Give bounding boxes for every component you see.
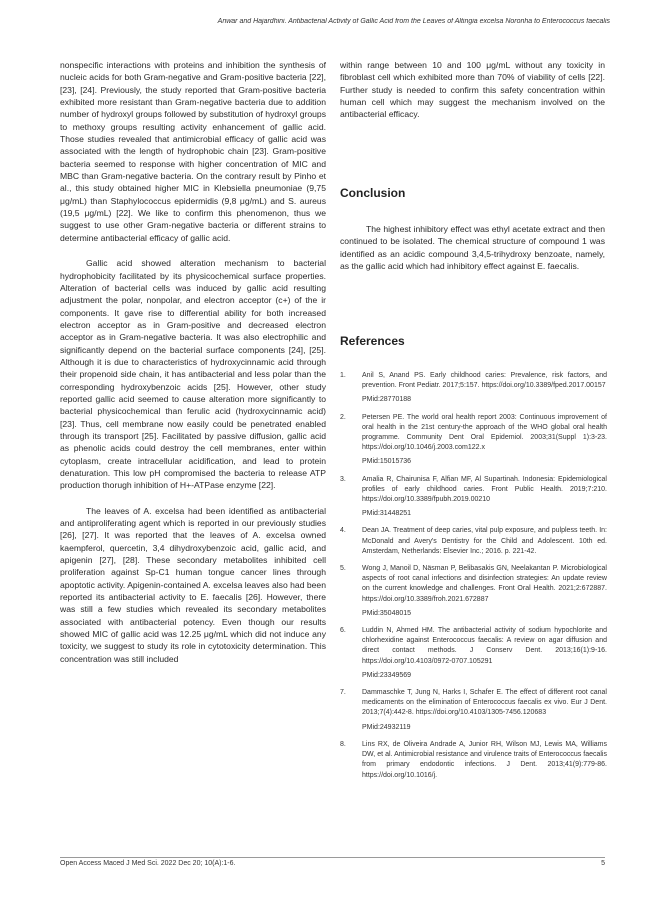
reference-pmid: PMid:31448251 bbox=[362, 510, 412, 518]
reference-text: Luddin N, Ahmed HM. The antibacterial activity of sodium hypochlorite and chlorhexidine against Enterococcus faecalis: A review on agar diffusion and direct contact methods. J Conserv Dent. 2013;16(1):9-16. https://doi.org/10.4103/0972-0707.105291 bbox=[362, 627, 607, 665]
reference-pmid: PMid:24932119 bbox=[362, 723, 411, 731]
reference-item bbox=[340, 740, 607, 781]
reference-number: 1. bbox=[340, 372, 346, 379]
reference-number: 7. bbox=[340, 689, 346, 697]
reference-text: Dean JA. Treatment of deep caries, vital pulp exposure, and pulpless teeth. In: McDonald and Avery's Dentistry for the Child and Adolescent. 10th ed. Amsterdam, Netherlands: Elsevier Inc.; 2016. p. 221-42. bbox=[362, 527, 607, 555]
reference-item bbox=[340, 413, 607, 468]
reference-text: Petersen PE. The world oral health report 2003: Continuous improvement of oral health in the 21st century-the approach of the WHO global oral health programme. Community Dent Oral Epidemiol. 2003;31(Suppl 1):3-23. https://doi.org/10.1046/j.2003.com122.x bbox=[362, 413, 607, 452]
reference-item bbox=[340, 371, 607, 406]
reference-item bbox=[340, 688, 607, 733]
reference-text: Amalia R, Chairunisa F, Alfian MF, Al Supartinah. Indonesia: Epidemiological profiles of early childhood caries. Front Public Health. 2019;7:210. https://doi.org/10.3389/fpubh.2019.00210 bbox=[362, 475, 607, 504]
conclusion-heading: Conclusion bbox=[340, 186, 406, 200]
references-heading: References bbox=[340, 334, 405, 348]
page-footer bbox=[60, 857, 605, 867]
reference-pmid: PMid:28770188 bbox=[362, 396, 412, 404]
reference-number: 4. bbox=[340, 527, 346, 535]
body-paragraph-3: The leaves of A. excelsa had been identified as antibacterial and antiproliferating agent which is reported in our previously studies [26], [27]. It was reported that the leaves of A. excelsa owned kaempferol, quercetin, 3,4 dihydroxybenzoic acid, gallic acid, and apigenin [27], [28]. These secondary metabolites inhibited cell proliferation against Sp-C1 human tongue cancer lines through apoptotic activity. Apigenin-contained A. excelsa leaves also had been reported its antibacterial activity to E. faecalis [26]. However, there was still a few studies which revealed its secondary metabolites associated with antibacterial potency. Even though our results showed MIC of gallic acid was 12.25 μg/mL which did not induce any toxicity, we suggest to study its role in cytotoxicity determination. This concentration was still included bbox=[60, 505, 326, 664]
reference-item bbox=[340, 475, 607, 520]
running-header: Anwar and Hajardhini. Antibacterial Activity of Gallic Acid from the Leaves of Altingia excelsa Noronha to Enterococcus faecalis bbox=[217, 18, 610, 25]
footer-citation: Open Access Maced J Med Sci. 2022 Dec 20; 10(A):1-6. bbox=[60, 860, 236, 867]
reference-list bbox=[340, 371, 607, 788]
reference-number: 2. bbox=[340, 413, 346, 421]
reference-text: Anil S, Anand PS. Early childhood caries: Prevalence, risk factors, and prevention. Front Pediatr. 2017;5:157. https://doi.org/10.3389/fped.2017.00157 bbox=[362, 372, 607, 390]
page-number: 5 bbox=[601, 860, 605, 867]
reference-pmid: PMid:23349569 bbox=[362, 671, 412, 679]
left-column bbox=[60, 59, 326, 665]
body-paragraph-2: Gallic acid showed alteration mechanism to bacterial hydrophobicity facilitated by its physicochemical surface properties. Alteration of bacterial cells was induced by gallic acid resulting adjustment the polar, nonpolar, and electron acceptor (c+) of the ir components. It gave rise to differential ability for both increased electron acceptor as in Gram-positive and decreased electron acceptor as in Gram-negative bacteria. It was also electrophilic and significantly depend on the bacterial surface components [24], [25]. Although it is due to characteristics of hydroxycinnamic acid through their propenoid side chain, it has antibacterial and less polar than the corresponding hydroxybenzoic acids [25]. However, other study reported gallic acid seemed to cause alteration more significantly to bacterial physicochemical than ferulic acid (hydroxycinnamic acid) [23]. Thus, cell membrane now easily could be penetrated enabled through its transport [25]. Facilitated by passive diffusion, gallic acid as phenolic acids could destroy the cell membranes, enter within cytoplasm, create intracellular acidification, and lead to protein denaturation. This low pH compromised the bacteria to release ATP production thorugh inhibition of H+-ATPase enzyme [22]. bbox=[60, 258, 326, 491]
right-column-continuation bbox=[340, 59, 605, 121]
reference-number: 6. bbox=[340, 627, 346, 635]
reference-number: 8. bbox=[340, 740, 346, 748]
reference-text: Dammaschke T, Jung N, Harks I, Schafer E. The effect of different root canal medicaments on the elimination of Enterococcus faecalis ex vivo. Eur J Dent. 2013;7(4):442-8. https://doi.org/10.4103/1305-7456.120683 bbox=[362, 689, 607, 717]
reference-item bbox=[340, 564, 607, 619]
reference-text: Wong J, Manoil D, Näsman P, Belibasakis GN, Neelakantan P. Microbiological aspects of root canal infections and disinfection strategies: An update review on the current knowledge and challenges. Front Oral Health. 2021;2:672887. https://doi.org/10.3389/froh.2021.672887 bbox=[362, 565, 607, 603]
reference-text: Lins RX, de Oliveira Andrade A, Junior RH, Wilson MJ, Lewis MA, Williams DW, et al. Antimicrobial resistance and virulence traits of Enterococcus faecalis from primary endodontic infections. J Dent. 2013;41(9):779-86. https://doi.org/10.1016/j. bbox=[362, 740, 607, 779]
reference-item bbox=[340, 626, 607, 681]
reference-item bbox=[340, 526, 607, 557]
reference-number: 3. bbox=[340, 475, 346, 483]
body-paragraph-continuation: within range between 10 and 100 μg/mL without any toxicity in fibroblast cell which exhibited more than 70% of viability of cells [22]. Further study is needed to confirm this safety concentration within human cell which may suggest the mechanism involved on the antibacterial efficacy. bbox=[340, 60, 605, 120]
body-paragraph-1: nonspecific interactions with proteins and inhibition the synthesis of nucleic acids for both Gram-negative and Gram-positive bacteria [22], [23], [24]. Previously, the study reported that Gram-positive bacteria exhibited more resistant than Gram-negative bacteria due to addition number of hydroxyl groups followed by substitution of hydroxyl groups to methoxy groups resulting activity enhancement of gallic acid. Those studies revealed that antimicrobial efficacy of gallic acid was associated with the length of hydrophobic chain [23]. Gram-positive bacteria seemed to response with higher concentration of MIC and MBC than Gram-negative bacteria. On the contrary result by Pinho et al., this study obtained higher MIC in Klebsiella pneumoniae (9,75 μg/mL) than Staphylococcus epidermidis (9,8 μg/mL) and S. aureus (19,5 μg/mL) [22]. We like to confirm this phenomenon, thus we suggest to use other Gram-negative bacteria or different strains to determine antibacterial efficacy of gallic acid. bbox=[60, 60, 326, 243]
reference-pmid: PMid:35048015 bbox=[362, 609, 412, 617]
conclusion-paragraph: The highest inhibitory effect was ethyl acetate extract and then continued to be isolated. The chemical structure of compound 1 was identified as an acidic compound 3,4,5-trihydroxy benzoate, namely, as the gallic acid which had inhibitory effect against E. faecalis. bbox=[340, 224, 605, 272]
reference-number: 5. bbox=[340, 565, 346, 573]
reference-pmid: PMid:15015736 bbox=[362, 458, 412, 466]
